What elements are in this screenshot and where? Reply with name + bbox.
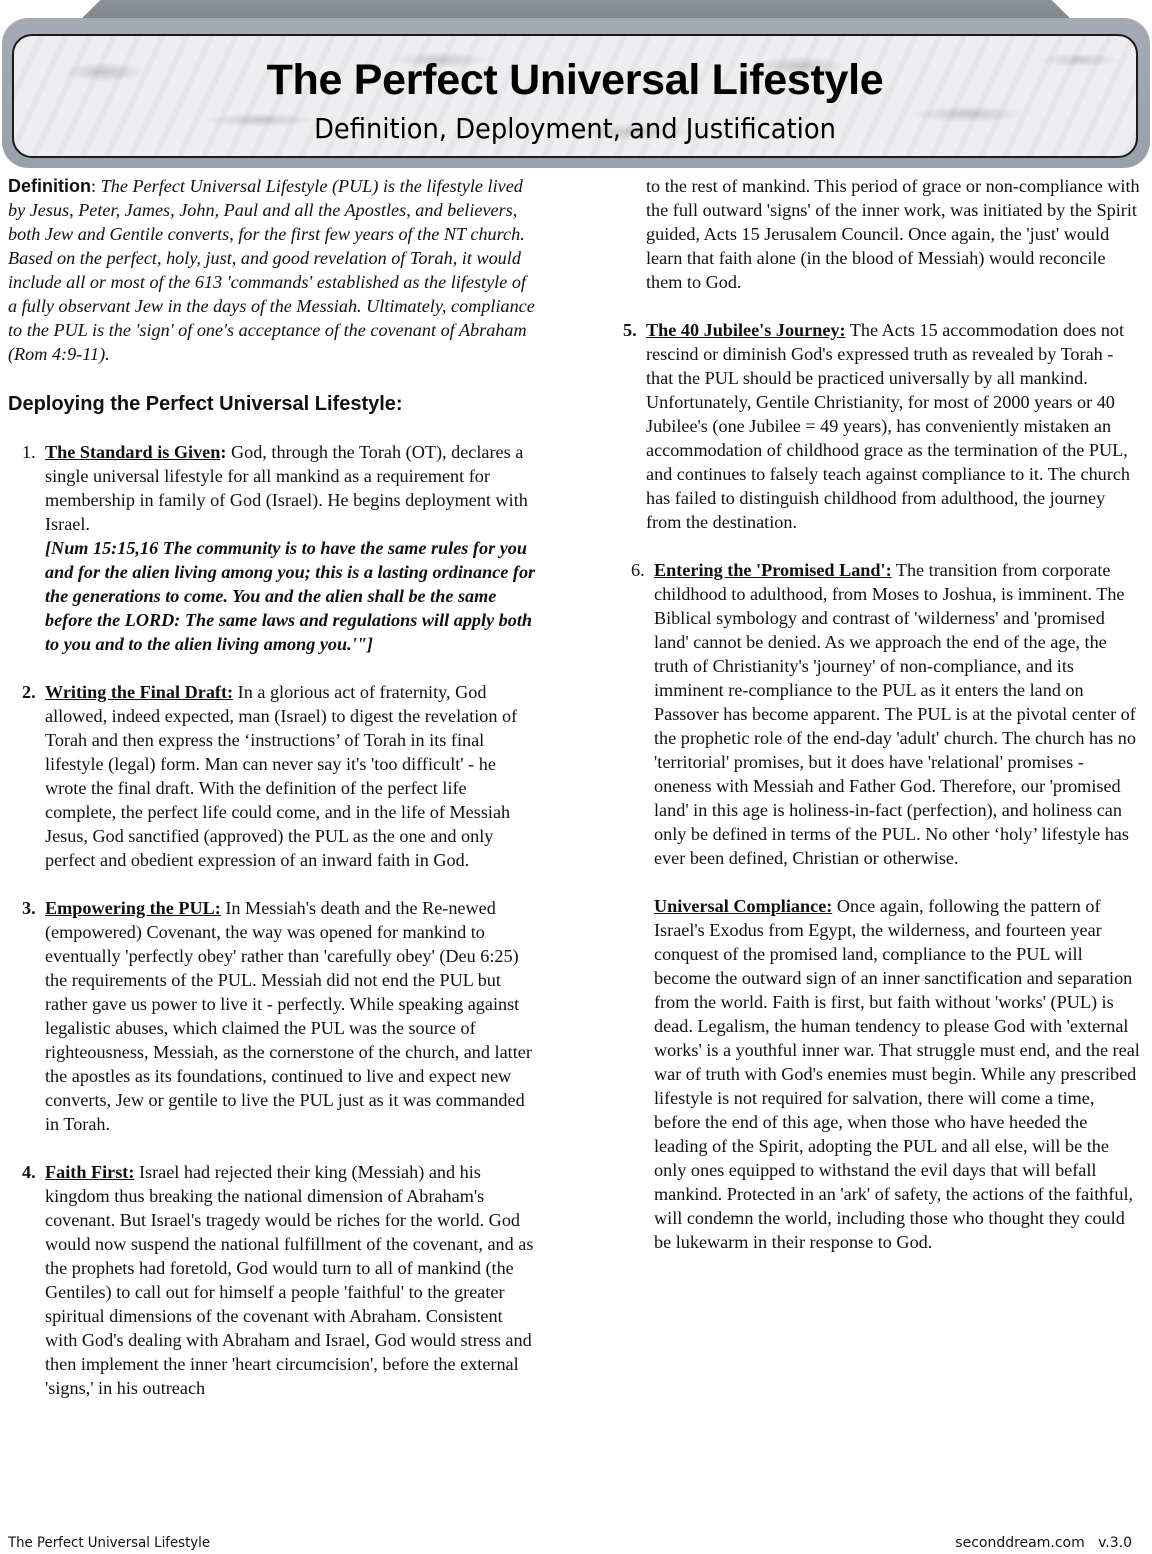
list-item-empowering (8, 896, 538, 1136)
definition-text: The Perfect Universal Lifestyle (PUL) is the lifestyle lived by Jesus, Peter, James, John, Paul and all the Apostles, and believers, both Jew and Gentile converts, for the first few years of the NT church. Based on the perfect, holy, just, and good revelation of Torah, it would include all or most of the 613 'commands' established as the lifestyle of a fully observant Jew in the days of the Messiah. Ultimately, compliance to the PUL is the 'sign' of one's acceptance of the covenant of Abraham (Rom 4:9-11). (8, 176, 535, 364)
list-number: 3. (22, 898, 36, 918)
item-title: The 40 Jubilee's Journey: (646, 320, 846, 340)
page-title: The Perfect Universal Lifestyle (266, 56, 884, 104)
list-item-standard-given (8, 440, 538, 656)
list-number: 4. (22, 1162, 36, 1182)
list-number: 2. (22, 682, 36, 702)
item-body: Israel had rejected their king (Messiah) and his kingdom thus breaking the national dimension of Abraham's covenant. But Israel's tragedy would be riches for the world. God would now suspend the national fulfillment of the covenant, and as the prophets had foretold, God would turn to all of mankind (the Gentiles) to call out for himself a people 'faithful' to the greater spiritual dimensions of the covenant with Abraham. Consistent with God's dealing with Abraham and Israel, God would stress and then implement the inner 'heart circumcision', before the external 'signs,' in his outreach (45, 1162, 534, 1398)
list-number: 5. (623, 320, 637, 340)
faith-first-continuation: to the rest of mankind. This period of grace or non-compliance with the full outward 'signs' of the inner work, was initiated by the Spirit guided, Acts 15 Jerusalem Council. Once again, the 'just' would learn that faith alone (in the blood of Messiah) would reconcile them to God. (646, 176, 1140, 292)
list-item-faith-first (8, 1160, 538, 1400)
definition-label: Definition (8, 176, 91, 196)
item-title: Writing the Final Draft: (45, 682, 234, 702)
deploying-heading: Deploying the Perfect Universal Lifestyle: (8, 393, 403, 415)
item-title: The Standard is Given (45, 442, 221, 462)
item-body: In a glorious act of fraternity, God allowed, indeed expected, man (Israel) to digest the revelation of Torah and then express the ‘instructions’ of Torah in its final lifestyle (legal) form. Man can never say it's 'too difficult' - he wrote the final draft. With the definition of the perfect life complete, the perfect life could come, and in the life of Messiah Jesus, God sanctified (approved) the PUL as the one and only perfect and obedient expression of an inward faith in God. (45, 682, 518, 870)
definition-paragraph (8, 174, 538, 366)
sub-body: Once again, following the pattern of Israel's Exodus from Egypt, the wilderness, and fourteen year conquest of the promised land, compliance to the PUL will become the outward sign of an inner sanctification and separation from the world. Faith is first, but faith without 'works' (PUL) is dead. Legalism, the human tendency to please God with 'external works' is a youthful inner war. That struggle must end, and the real war of truth with God's enemies must begin. While any prescribed lifestyle is not required for salvation, there will come a time, before the end of this age, when those who have heeded the leading of the Spirit, adopting the PUL and all else, will be the only ones equipped to withstand the evil days that will befall mankind. Protected in an 'ark' of safety, the actions of the faithful, will condemn the world, including those who thought they could be lukewarm in their response to God. (654, 896, 1140, 1252)
item-title: Empowering the PUL: (45, 898, 221, 918)
item-body: In Messiah's death and the Re-newed (empowered) Covenant, the way was opened for mankind to eventually 'perfectly obey' rather than 'carefully obey' (Deu 6:25) the requirements of the PUL. Messiah did not end the PUL but rather gave us power to live it - perfectly. While speaking against legalistic abuses, which claimed the PUL was the source of righteousness, Messiah, as the cornerstone of the church, and latter the apostles as its foundations, continued to live and expect new converts, Jew or gentile to live the PUL just as it was commanded in Torah. (45, 898, 532, 1134)
right-column (620, 174, 1140, 1254)
item-body: The transition from corporate childhood to adulthood, from Moses to Joshua, is imminent. The Biblical symbology and contrast of 'wilderness' and 'promised land' cannot be denied. As we approach the end of the age, the truth of Christianity's 'journey' of non-compliance, and its imminent re-compliance to the PUL as it enters the land on Passover has become apparent. The PUL is at the pivotal center of the prophetic role of the end-day 'adult' church. The church has no 'territorial' promises, but it does have 'relational' promises - oneness with Messiah and Father God. Therefore, our 'promised land' in this age is holiness-in-fact (perfection), and holiness can only be defined in terms of the PUL. No other ‘holy’ lifestyle has ever been defined, Christian or otherwise. (654, 560, 1136, 868)
left-column (8, 174, 538, 1424)
page-subtitle: Definition, Deployment, and Justification (314, 112, 836, 145)
list-item-promised-land (620, 558, 1140, 870)
universal-compliance-paragraph (620, 894, 1140, 1254)
list-item-final-draft (8, 680, 538, 872)
item-body: God, through the Torah (OT), declares a single universal lifestyle for all mankind as a requirement for membership in family of God (Israel). He begins deployment with Israel. (45, 442, 528, 534)
list-number: 6. (631, 560, 645, 580)
sub-title: Universal Compliance: (654, 896, 833, 916)
scripture-quote: [Num 15:15,16 The community is to have the same rules for you and for the alien living among you; this is a lasting ordinance for the generations to come. You and the alien shall be the same before the LORD: The same laws and regulations will apply both to you and to the alien living among you.'"] (45, 538, 536, 654)
title-banner (12, 34, 1138, 158)
item-title-colon: : (220, 442, 227, 462)
footer-site-version: seconddream.com v.3.0 (955, 1535, 1132, 1551)
list-number: 1. (22, 442, 36, 462)
item-title: Faith First: (45, 1162, 135, 1182)
list-item-jubilee-journey (620, 318, 1140, 534)
definition-colon: : (91, 176, 101, 196)
item-body: The Acts 15 accommodation does not rescind or diminish God's expressed truth as revealed by Torah - that the PUL should be practiced universally by all mankind. Unfortunately, Gentile Christianity, for most of 2000 years or 40 Jubilee's (one Jubilee = 49 years), has conveniently mistaken an accommodation of childhood grace as the termination of the PUL, and continues to falsely teach against compliance to it. The church has failed to distinguish childhood from adulthood, the journey from the destination. (646, 320, 1130, 532)
footer-document-title: The Perfect Universal Lifestyle (8, 1535, 211, 1551)
item-title: Entering the 'Promised Land': (654, 560, 892, 580)
